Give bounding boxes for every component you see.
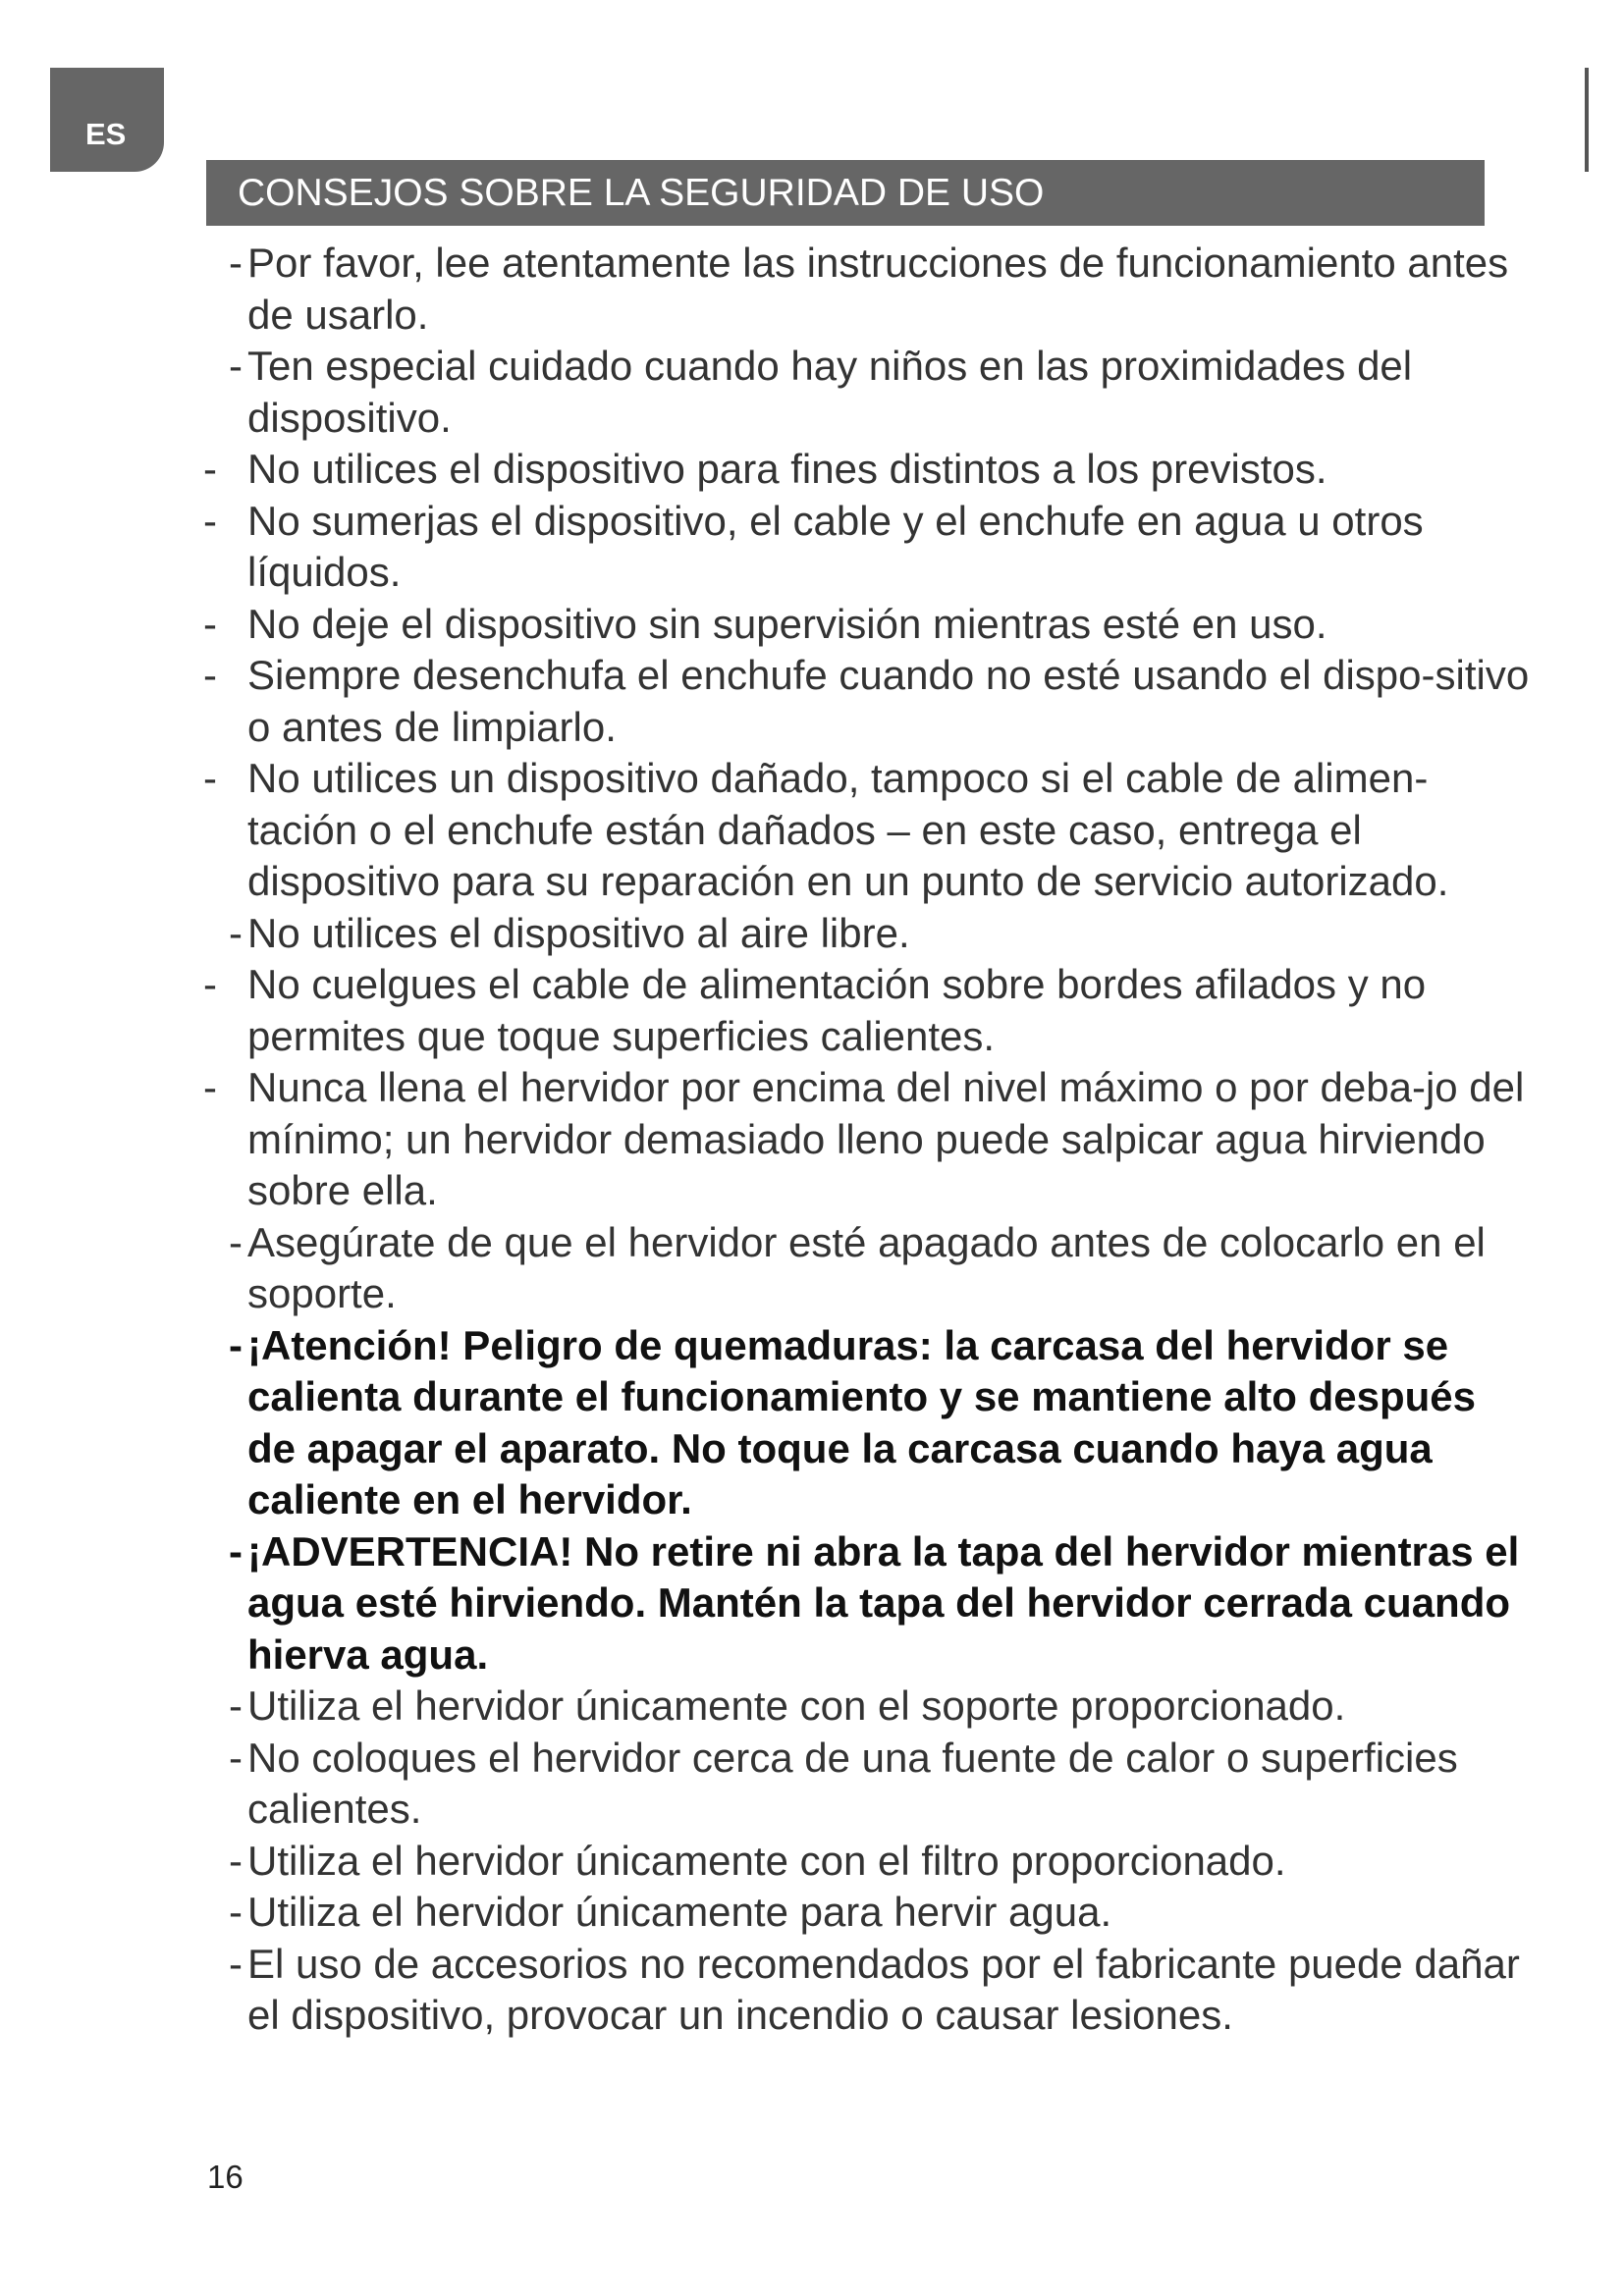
section-title: CONSEJOS SOBRE LA SEGURIDAD DE USO	[206, 160, 1485, 226]
language-tab: ES	[50, 68, 164, 172]
list-item	[0, 1887, 1624, 1939]
list-dash: -	[203, 446, 217, 492]
list-item	[0, 753, 1624, 908]
list-dash: -	[203, 497, 217, 544]
safety-tips-list	[0, 238, 1624, 2042]
list-item-text: Nunca llena el hervidor por encima del nivel máximo o por deba-jo del mínimo; un hervidor demasiado lleno puede salpicar agua hirviendo sobre ella.	[247, 1064, 1525, 1213]
list-item-text: Por favor, lee atentamente las instrucciones de funcionamiento antes de usarlo.	[247, 240, 1509, 338]
list-item	[0, 341, 1624, 444]
list-item	[0, 599, 1624, 651]
list-item-text: Siempre desenchufa el enchufe cuando no esté usando el dispo-sitivo o antes de limpiarlo.	[247, 652, 1530, 750]
list-item	[0, 650, 1624, 753]
list-item	[0, 238, 1624, 341]
list-item-warning	[0, 1320, 1624, 1526]
list-item	[0, 1836, 1624, 1888]
list-dash: -	[203, 652, 217, 698]
list-dash: -	[229, 909, 243, 956]
list-dash: -	[229, 343, 243, 389]
list-item-text: No cuelgues el cable de alimentación sobre bordes afilados y no permites que toque superficies calientes.	[247, 961, 1427, 1059]
list-dash: -	[229, 1837, 243, 1884]
list-item	[0, 1939, 1624, 2042]
list-dash: -	[229, 1218, 243, 1265]
list-item-text: No sumerjas el dispositivo, el cable y el enchufe en agua u otros líquidos.	[247, 497, 1424, 595]
list-dash: -	[203, 755, 217, 801]
list-item	[0, 1062, 1624, 1217]
list-item	[0, 1681, 1624, 1733]
list-dash: -	[203, 600, 217, 647]
list-item-text: No coloques el hervidor cerca de una fuente de calor o superficies calientes.	[247, 1734, 1458, 1832]
list-item	[0, 908, 1624, 960]
list-item-text: ¡Atención! Peligro de quemaduras: la carcasa del hervidor se calienta durante el funcionamiento y se mantiene alto después de apagar el aparato. No toque la carcasa cuando haya agua caliente en el hervidor.	[247, 1321, 1476, 1522]
list-item-text: No utilices un dispositivo dañado, tampoco si el cable de alimen-tación o el enchufe están dañados – en este caso, entrega el dispositivo para su reparación en un punto de servicio autorizado.	[247, 755, 1449, 904]
list-item-text: ¡ADVERTENCIA! No retire ni abra la tapa del hervidor mientras el agua esté hirviendo. Mantén la tapa del hervidor cerrada cuando hierva agua.	[247, 1527, 1520, 1678]
list-item-text: Utiliza el hervidor únicamente para hervir agua.	[247, 1889, 1112, 1935]
list-dash: -	[203, 1064, 217, 1110]
list-item-text: Asegúrate de que el hervidor esté apagado antes de colocarlo en el soporte.	[247, 1218, 1486, 1316]
list-item	[0, 1733, 1624, 1836]
list-item-text: El uso de accesorios no recomendados por el fabricante puede dañar el dispositivo, provocar un incendio o causar lesiones.	[247, 1940, 1520, 2038]
list-dash: -	[229, 1889, 243, 1935]
list-dash: -	[229, 240, 243, 286]
list-item-text: No utilices el dispositivo al aire libre.	[247, 909, 910, 956]
list-dash: -	[229, 1734, 243, 1781]
list-dash: -	[229, 1321, 243, 1368]
list-item-warning	[0, 1526, 1624, 1682]
list-item	[0, 1217, 1624, 1320]
list-item-text: No utilices el dispositivo para fines distintos a los previstos.	[247, 446, 1327, 492]
list-item-text: Utiliza el hervidor únicamente con el filtro proporcionado.	[247, 1837, 1286, 1884]
list-dash: -	[203, 961, 217, 1007]
list-item-text: Utiliza el hervidor únicamente con el soporte proporcionado.	[247, 1682, 1346, 1729]
list-item	[0, 444, 1624, 496]
list-item	[0, 959, 1624, 1062]
list-item-text: Ten especial cuidado cuando hay niños en las proximidades del dispositivo.	[247, 343, 1413, 441]
page-number: 16	[207, 2159, 244, 2195]
list-dash: -	[229, 1527, 243, 1575]
list-item-text: No deje el dispositivo sin supervisión mientras esté en uso.	[247, 600, 1327, 647]
list-dash: -	[229, 1682, 243, 1729]
list-item	[0, 496, 1624, 599]
page-edge-rule	[1585, 68, 1589, 172]
list-dash: -	[229, 1940, 243, 1987]
